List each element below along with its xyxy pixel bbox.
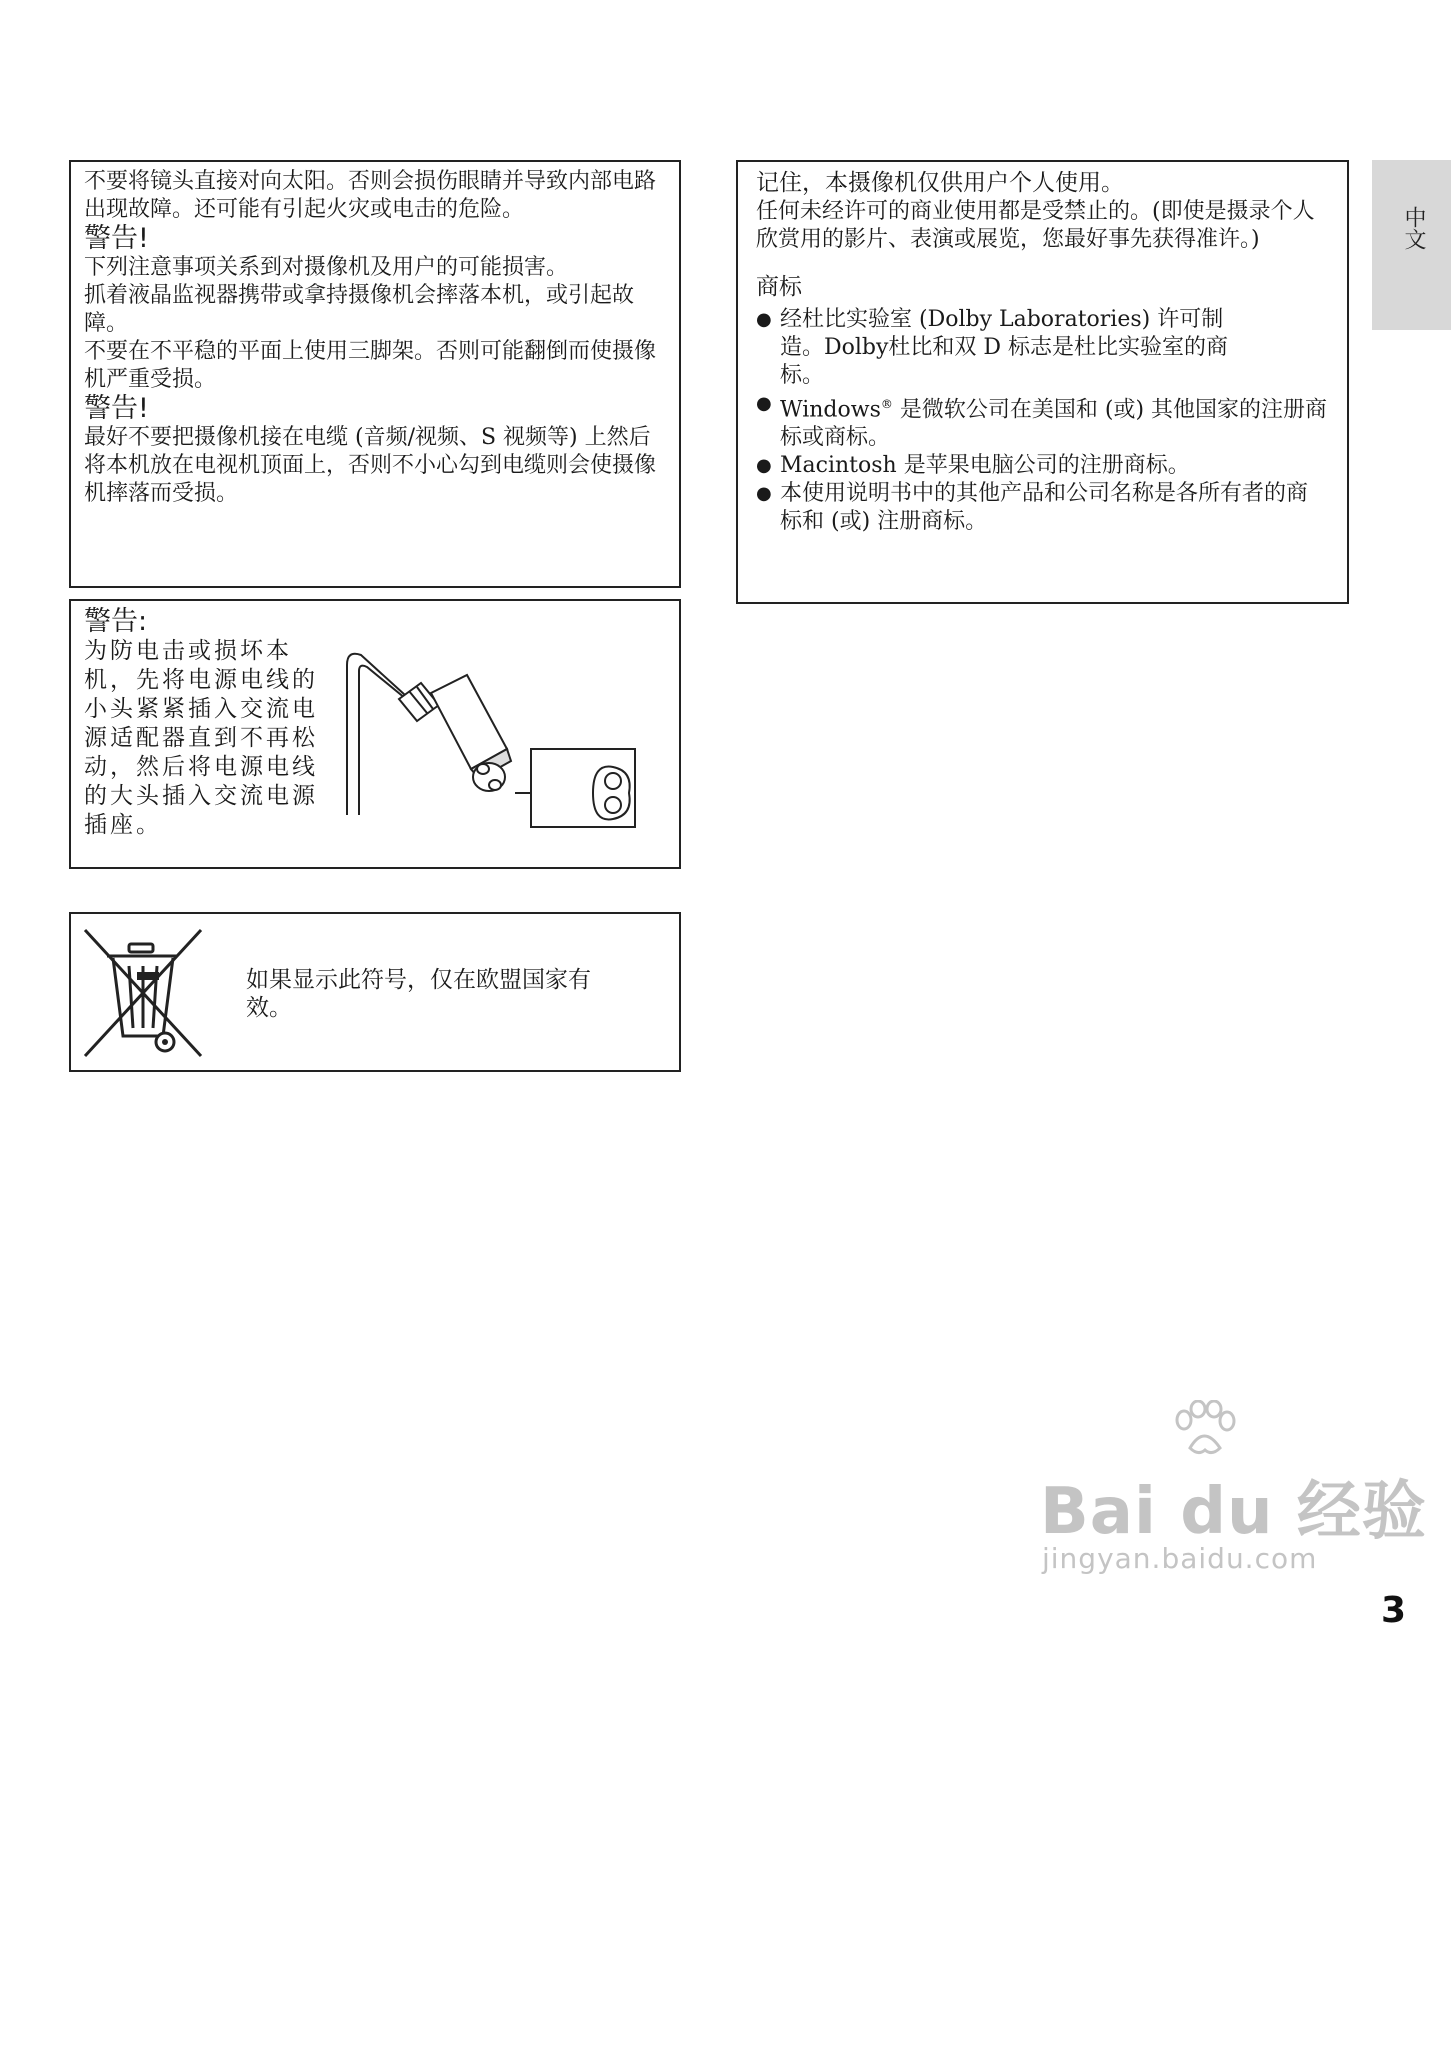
trademark-item-windows: ● Windows® 是微软公司在美国和 (或) 其他国家的注册商标或商标。 bbox=[756, 390, 1329, 452]
personal-use-trademarks-box bbox=[736, 160, 1349, 604]
power-cord-warning-box bbox=[69, 599, 681, 869]
warning-heading-1: 警告! bbox=[84, 223, 149, 254]
warning-line-lcd: 抓着液晶监视器携带或拿持摄像机会摔落本机，或引起故障。 bbox=[84, 283, 635, 336]
trademark-item-macintosh: ● Macintosh 是苹果电脑公司的注册商标。 bbox=[756, 452, 1329, 480]
warning-line-damage: 下列注意事项关系到对摄像机及用户的可能损害。 bbox=[84, 255, 569, 280]
warning-heading-2: 警告! bbox=[84, 393, 149, 424]
paw-icon bbox=[1170, 1400, 1240, 1460]
eu-notice-text: 如果显示此符号，仅在欧盟国家有效。 bbox=[246, 967, 591, 1021]
language-tab-label: 中文 bbox=[1401, 206, 1426, 250]
power-plug-illustration bbox=[339, 645, 669, 855]
trademark-item-dolby: ● 经杜比实验室 (Dolby Laboratories) 许可制 造。Dolby杜比和双 D 标志是杜比实验室的商 标。 bbox=[756, 306, 1329, 390]
personal-use-text: 任何未经许可的商业使用都是受禁止的。(即使是摄录个人欣赏用的影片、表演或展览，您最好事先获得准许。) bbox=[756, 199, 1315, 252]
trademark-item-others: ● 本使用说明书中的其他产品和公司名称是各所有者的商标和 (或) 注册商标。 bbox=[756, 480, 1329, 536]
warning-notice-box bbox=[69, 160, 681, 588]
trademarks-heading: 商标 bbox=[756, 274, 802, 300]
crossed-out-bin-icon bbox=[79, 924, 209, 1064]
trademark-list bbox=[756, 306, 1329, 536]
warning-cable-text: 最好不要把摄像机接在电缆 (音频/视频、S 视频等) 上然后将本机放在电视机顶面上，否则不小心勾到电缆则会使摄像机摔落而受损。 bbox=[84, 425, 657, 506]
watermark-url: jingyan.baidu.com bbox=[1042, 1542, 1318, 1575]
page-number: 3 bbox=[1381, 1590, 1407, 1631]
personal-use-heading: 记住，本摄像机仅供用户个人使用。 bbox=[756, 170, 1124, 196]
power-warning-text: 为防电击或损坏本机，先将电源电线的小头紧紧插入交流电源适配器直到不再松动，然后将电源电线的大头插入交流电源插座。 bbox=[84, 638, 318, 838]
watermark-brand: Bai du 经验 bbox=[1040, 1475, 1427, 1549]
warning-line-tripod: 不要在不平稳的平面上使用三脚架。否则可能翻倒而使摄像机严重受损。 bbox=[84, 339, 657, 392]
language-tab bbox=[1372, 160, 1451, 330]
eu-disposal-notice-box bbox=[69, 912, 681, 1072]
sun-warning-text: 不要将镜头直接对向太阳。否则会损伤眼睛并导致内部电路出现故障。还可能有引起火灾或电击的危险。 bbox=[84, 169, 657, 222]
power-warning-heading: 警告: bbox=[84, 606, 148, 637]
